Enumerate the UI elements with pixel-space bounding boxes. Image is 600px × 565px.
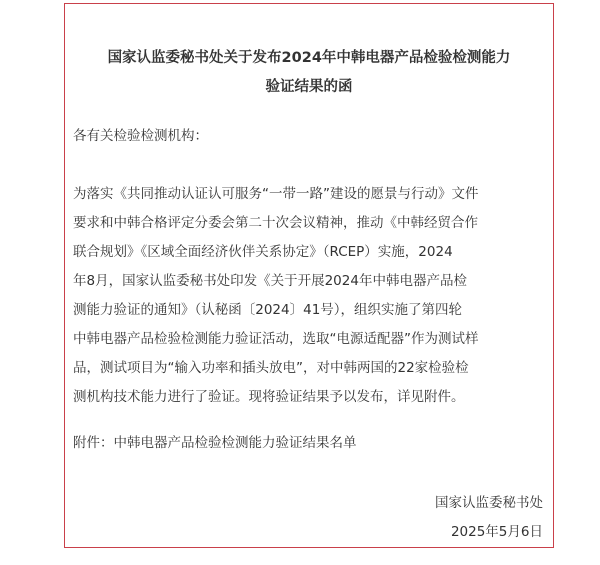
title-line-1: 国家认监委秘书处关于发布2024年中韩电器产品检验检测能力 xyxy=(107,50,511,66)
document-title xyxy=(65,44,553,102)
body-line: 品，测试项目为“输入功率和插头放电”，对中韩两国的22家检验检 xyxy=(73,360,469,376)
body-line: 年8月，国家认监委秘书处印发《关于开展2024年中韩电器产品检 xyxy=(73,273,467,289)
body-paragraph xyxy=(73,180,547,412)
document-frame xyxy=(64,3,554,548)
title-line-2: 验证结果的函 xyxy=(265,79,353,95)
body-line: 要求和中韩合格评定分委会第二十次会议精神，推动《中韩经贸合作 xyxy=(73,215,478,231)
body-line: 为落实《共同推动认证认可服务“一带一路”建设的愿景与行动》文件 xyxy=(73,186,479,202)
salutation: 各有关检验检测机构： xyxy=(73,128,208,144)
body-line: 联合规划》《区域全面经济伙伴关系协定》（RCEP）实施，2024 xyxy=(73,244,453,260)
attachment-note: 附件：中韩电器产品检验检测能力验证结果名单 xyxy=(73,435,357,451)
body-line: 测能力验证的通知》（认秘函〔2024〕41号），组织实施了第四轮 xyxy=(73,302,463,318)
issuer-name: 国家认监委秘书处 xyxy=(435,495,543,511)
body-line: 测机构技术能力进行了验证。现将验证结果予以发布，详见附件。 xyxy=(73,389,465,405)
body-line: 中韩电器产品检验检测能力验证活动，选取“电源适配器”作为测试样 xyxy=(73,331,479,347)
signature-block xyxy=(435,489,543,547)
issue-date: 2025年5月6日 xyxy=(450,524,543,540)
